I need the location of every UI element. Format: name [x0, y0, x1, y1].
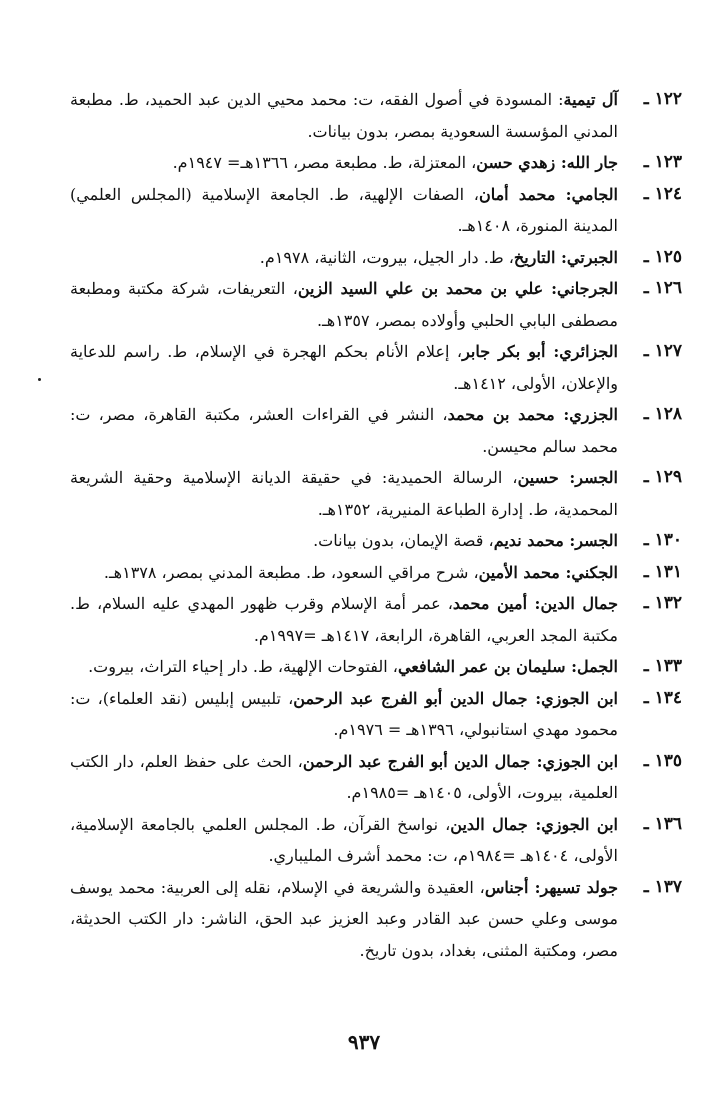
entry-author: ابن الجوزي: جمال الدين أبو الفرج عبد الرحمن: [293, 688, 618, 708]
entry-details: ، إعلام الأنام بحكم الهجرة في الإسلام، ط. راسم للدعاية والإعلان، الأولى، ١٤١٢هـ.: [70, 342, 618, 393]
entry-number: ١٢٣ ـ: [643, 152, 682, 172]
entry-text: [70, 242, 618, 274]
entry-details: ، شرح مراقي السعود، ط. مطبعة المدني بمصر، ١٣٧٨هـ.: [103, 562, 479, 582]
bibliography-list: [70, 84, 682, 966]
entry-text: [70, 84, 618, 147]
entry-text: [70, 557, 618, 589]
entry-text: [70, 399, 618, 462]
entry-details: ، المعتزلة، ط. مطبعة مصر، ١٣٦٦هـ= ١٩٤٧م.: [172, 153, 477, 172]
entry-number: ١٢٤ ـ: [643, 183, 682, 204]
entry-author: ابن الجوزي: جمال الدين: [450, 814, 618, 834]
entry-author: جار الله: زهدي حسن: [476, 153, 618, 172]
entry-author: الجبرتي: التاريخ: [513, 247, 618, 267]
entry-number: ١٣٣ ـ: [643, 656, 682, 676]
entry-text: [70, 588, 618, 651]
entry-number: ١٣٤ ـ: [643, 687, 682, 708]
entry-details: ، الصفات الإلهية، ط. الجامعة الإسلامية (المجلس العلمي) المدينة المنورة، ١٤٠٨هـ.: [70, 184, 618, 235]
entry-text: [70, 273, 618, 336]
bibliography-entry-134: [70, 683, 682, 746]
bibliography-entry-126: [70, 273, 682, 336]
bibliography-entry-130: [70, 525, 682, 557]
entry-number: ١٣٢ ـ: [643, 593, 682, 613]
entry-details: ، التعريفات، شركة مكتبة ومطبعة مصطفى البابي الحلبي وأولاده بمصر، ١٣٥٧هـ.: [70, 279, 618, 330]
entry-text: [70, 147, 618, 179]
entry-details: ، قصة الإيمان، بدون بيانات.: [313, 531, 494, 550]
entry-number: ١٢٧ ـ: [643, 341, 682, 361]
entry-text: [70, 525, 618, 557]
bibliography-entry-125: [70, 242, 682, 274]
entry-author: الجزري: محمد بن محمد: [447, 405, 618, 424]
entry-author: الجكني: محمد الأمين: [478, 562, 618, 582]
entry-number: ١٣٧ ـ: [643, 876, 682, 897]
entry-text: [70, 746, 618, 809]
entry-details: : المسودة في أصول الفقه، ت: محمد محيي الدين عبد الحميد، ط. مطبعة المدني المؤسسة السعودية بمصر، بدون بيانات.: [70, 90, 618, 141]
entry-author: الجمل: سليمان بن عمر الشافعي: [397, 657, 618, 676]
entry-text: [70, 809, 618, 872]
entry-details: ، ط. دار الجيل، بيروت، الثانية، ١٩٧٨م.: [259, 247, 514, 267]
entry-author: ابن الجوزي: جمال الدين أبو الفرج عبد الرحمن: [302, 751, 619, 771]
bibliography-entry-123: [70, 147, 682, 179]
entry-text: [70, 683, 618, 746]
entry-author: جمال الدين: أمين محمد: [452, 594, 618, 613]
bibliography-entry-127: [70, 336, 682, 399]
entry-author: الجامي: محمد أمان: [478, 184, 619, 204]
entry-details: ، النشر في القراءات العشر، مكتبة القاهرة، مصر، ت: محمد سالم محيسن.: [70, 405, 618, 456]
bibliography-entry-124: [70, 179, 682, 242]
entry-text: [70, 651, 618, 683]
bibliography-entry-137: [70, 872, 682, 967]
entry-text: [70, 179, 618, 242]
bibliography-entry-136: [70, 809, 682, 872]
entry-author: الجسر: حسين: [517, 468, 618, 487]
entry-details: ، نواسخ القرآن، ط. المجلس العلمي بالجامعة الإسلامية، الأولى، ١٤٠٤هـ =١٩٨٤م، ت: محمد أشرف المليباري.: [70, 814, 618, 865]
page-number: ٩٣٧: [347, 1030, 381, 1054]
entry-details: ، الحث على حفظ العلم، دار الكتب العلمية، بيروت، الأولى، ١٤٠٥هـ =١٩٨٥م.: [70, 751, 618, 802]
entry-author: جولد تسيهر: أجناس: [484, 877, 618, 897]
entry-number: ١٣١ ـ: [643, 561, 682, 582]
entry-number: ١٢٢ ـ: [643, 89, 682, 109]
entry-details: ، العقيدة والشريعة في الإسلام، نقله إلى العربية: محمد يوسف موسى وعلي حسن عبد القادر وعبد العزيز عبد الحق، الناشر: دار الكتب الحديثة، مصر، ومكتبة المثنى، بغداد، بدون تاريخ.: [70, 877, 618, 960]
entry-author: الجسر: محمد نديم: [493, 531, 618, 550]
entry-text: [70, 336, 618, 399]
entry-details: ، عمر أمة الإسلام وقرب ظهور المهدي عليه السلام، ط. مكتبة المجد العربي، القاهرة، الرابعة، ١٤١٧هـ =١٩٩٧م.: [70, 594, 618, 645]
entry-author: الجرجاني: علي بن محمد بن علي السيد الزين: [297, 279, 619, 298]
bibliography-entry-122: [70, 84, 682, 147]
entry-text: [70, 872, 618, 967]
entry-number: ١٣٥ ـ: [643, 750, 682, 771]
bibliography-entry-129: [70, 462, 682, 525]
bibliography-entry-135: [70, 746, 682, 809]
bibliography-entry-133: [70, 651, 682, 683]
entry-number: ١٢٨ ـ: [643, 404, 682, 424]
bibliography-entry-132: [70, 588, 682, 651]
entry-details: ، الفتوحات الإلهية، ط. دار إحياء التراث، بيروت.: [88, 657, 398, 676]
entry-author: الجزائري: أبو بكر جابر: [462, 342, 618, 361]
bibliography-entry-128: [70, 399, 682, 462]
entry-number: ١٣٠ ـ: [643, 530, 682, 550]
entry-number: ١٢٦ ـ: [643, 278, 682, 298]
entry-details: ، تلبيس إبليس (نقد العلماء)، ت: محمود مهدي استانبولي، ١٣٩٦هـ = ١٩٧٦م.: [70, 688, 618, 739]
entry-author: آل تيمية: [563, 90, 619, 109]
entry-number: ١٢٩ ـ: [643, 467, 682, 487]
entry-number: ١٢٥ ـ: [643, 246, 682, 267]
bibliography-entry-131: [70, 557, 682, 589]
entry-text: [70, 462, 618, 525]
stray-dot: [38, 378, 41, 381]
entry-number: ١٣٦ ـ: [643, 813, 682, 834]
entry-details: ، الرسالة الحميدية: في حقيقة الديانة الإسلامية وحقية الشريعة المحمدية، ط. إدارة الطباعة المنيرية، ١٣٥٢هـ.: [70, 468, 618, 519]
